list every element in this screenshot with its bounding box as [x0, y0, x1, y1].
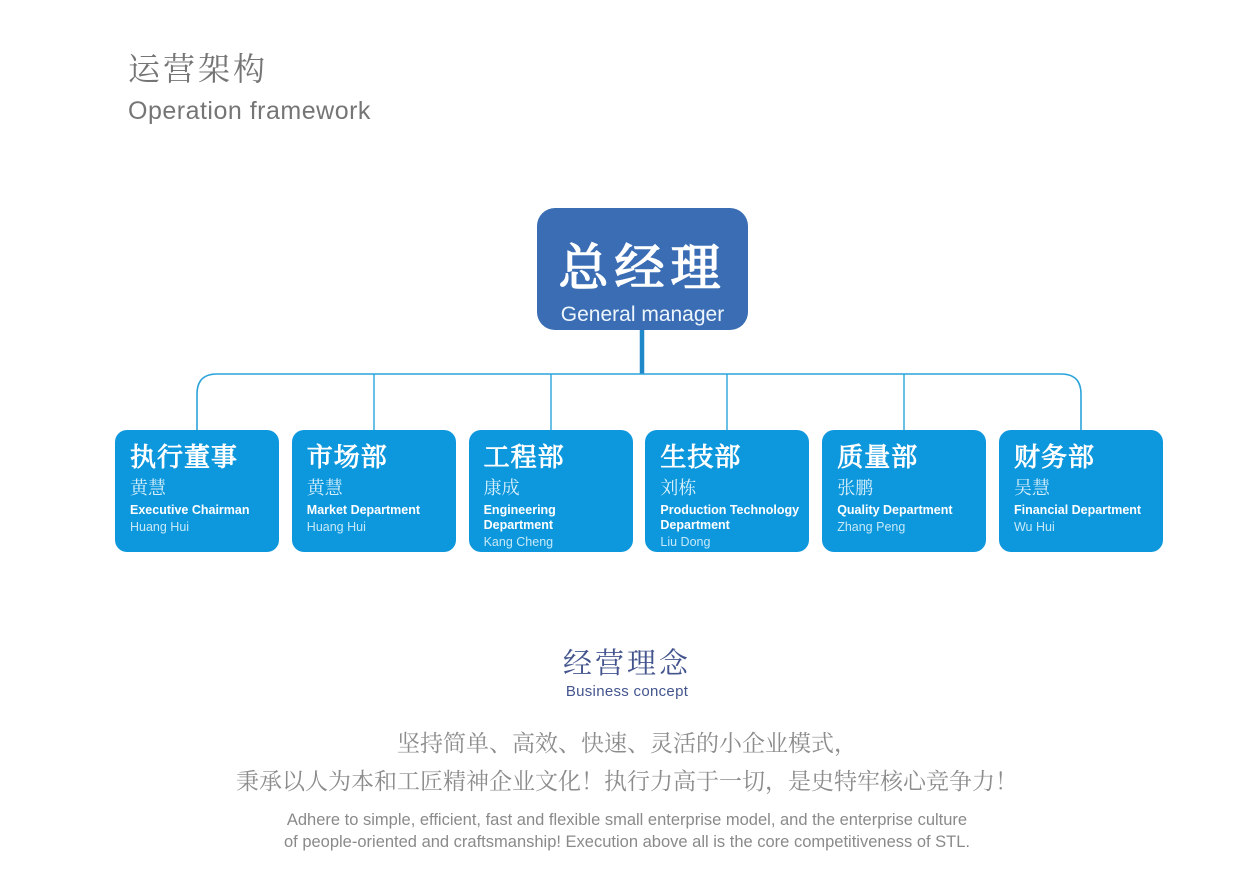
dept-title-en: Quality Department	[837, 503, 953, 517]
dept-title-zh: 财务部	[1013, 442, 1095, 472]
dept-title-zh: 执行董事	[130, 442, 239, 472]
dept-title-zh: 市场部	[306, 442, 388, 472]
dept-person-en: Liu Dong	[660, 535, 711, 549]
dept-person-zh: 黄慧	[306, 478, 343, 498]
business-concept-text-zh	[0, 724, 1254, 800]
dept-person-zh: 黄慧	[130, 478, 166, 498]
connector-drop-lines	[374, 374, 904, 430]
org-node-engineering-department	[469, 430, 633, 552]
page-title-en: Operation framework	[128, 97, 371, 125]
org-node-market-department	[292, 430, 456, 552]
dept-person-en: Huang Hui	[130, 520, 190, 534]
dept-person-en: Zhang Peng	[837, 520, 906, 534]
business-concept-en-line1: Adhere to simple, efficient, fast and flexible small enterprise model, and the enterprise culture	[286, 811, 968, 829]
dept-title-zh: 工程部	[483, 442, 565, 472]
business-concept-title-zh: 经营理念	[562, 648, 691, 680]
dept-person-zh: 康成	[483, 478, 520, 498]
dept-title-en: Market Department	[306, 503, 421, 517]
dept-person-zh: 张鹏	[837, 478, 874, 498]
org-department-row	[115, 430, 1163, 552]
dept-person-en: Wu Hui	[1013, 520, 1055, 534]
dept-person-en: Kang Cheng	[483, 535, 554, 549]
business-concept-text-en	[0, 809, 1254, 853]
business-concept-zh-line2: 秉承以人为本和工匠精神企业文化！执行力高于一切，是史特牢核心竞争力！	[236, 768, 1018, 794]
org-node-executive-chairman	[115, 430, 279, 552]
org-node-financial-department	[999, 430, 1163, 552]
dept-title-en: Financial Department	[1013, 503, 1142, 517]
business-concept-en-line2: of people-oriented and craftsmanship! Execution above all is the core competitiveness of STL.	[283, 833, 971, 851]
dept-person-zh: 吴慧	[1013, 478, 1050, 498]
org-node-production-technology-department	[645, 430, 809, 552]
dept-person-en: Huang Hui	[306, 520, 366, 534]
page-title-zh: 运营架构	[128, 51, 269, 87]
org-node-quality-department	[822, 430, 986, 552]
dept-person-zh: 刘栋	[660, 478, 697, 498]
dept-title-zh: 生技部	[660, 442, 742, 472]
org-node-general-manager	[537, 208, 748, 330]
dept-title-en: Executive Chairman	[130, 503, 250, 517]
dept-title-en: Production Technology Department	[660, 503, 800, 532]
connector-bus-line	[197, 374, 1081, 430]
business-concept-title-en: Business concept	[565, 683, 689, 700]
business-concept-zh-line1: 坚持简单、高效、快速、灵活的小企业模式，	[397, 730, 857, 756]
business-concept-section	[0, 641, 1254, 853]
dept-title-en: Engineering Department	[483, 503, 556, 532]
dept-title-zh: 质量部	[837, 442, 919, 472]
general-manager-title-zh: 总经理	[558, 240, 727, 296]
general-manager-title-en: General manager	[560, 303, 725, 326]
